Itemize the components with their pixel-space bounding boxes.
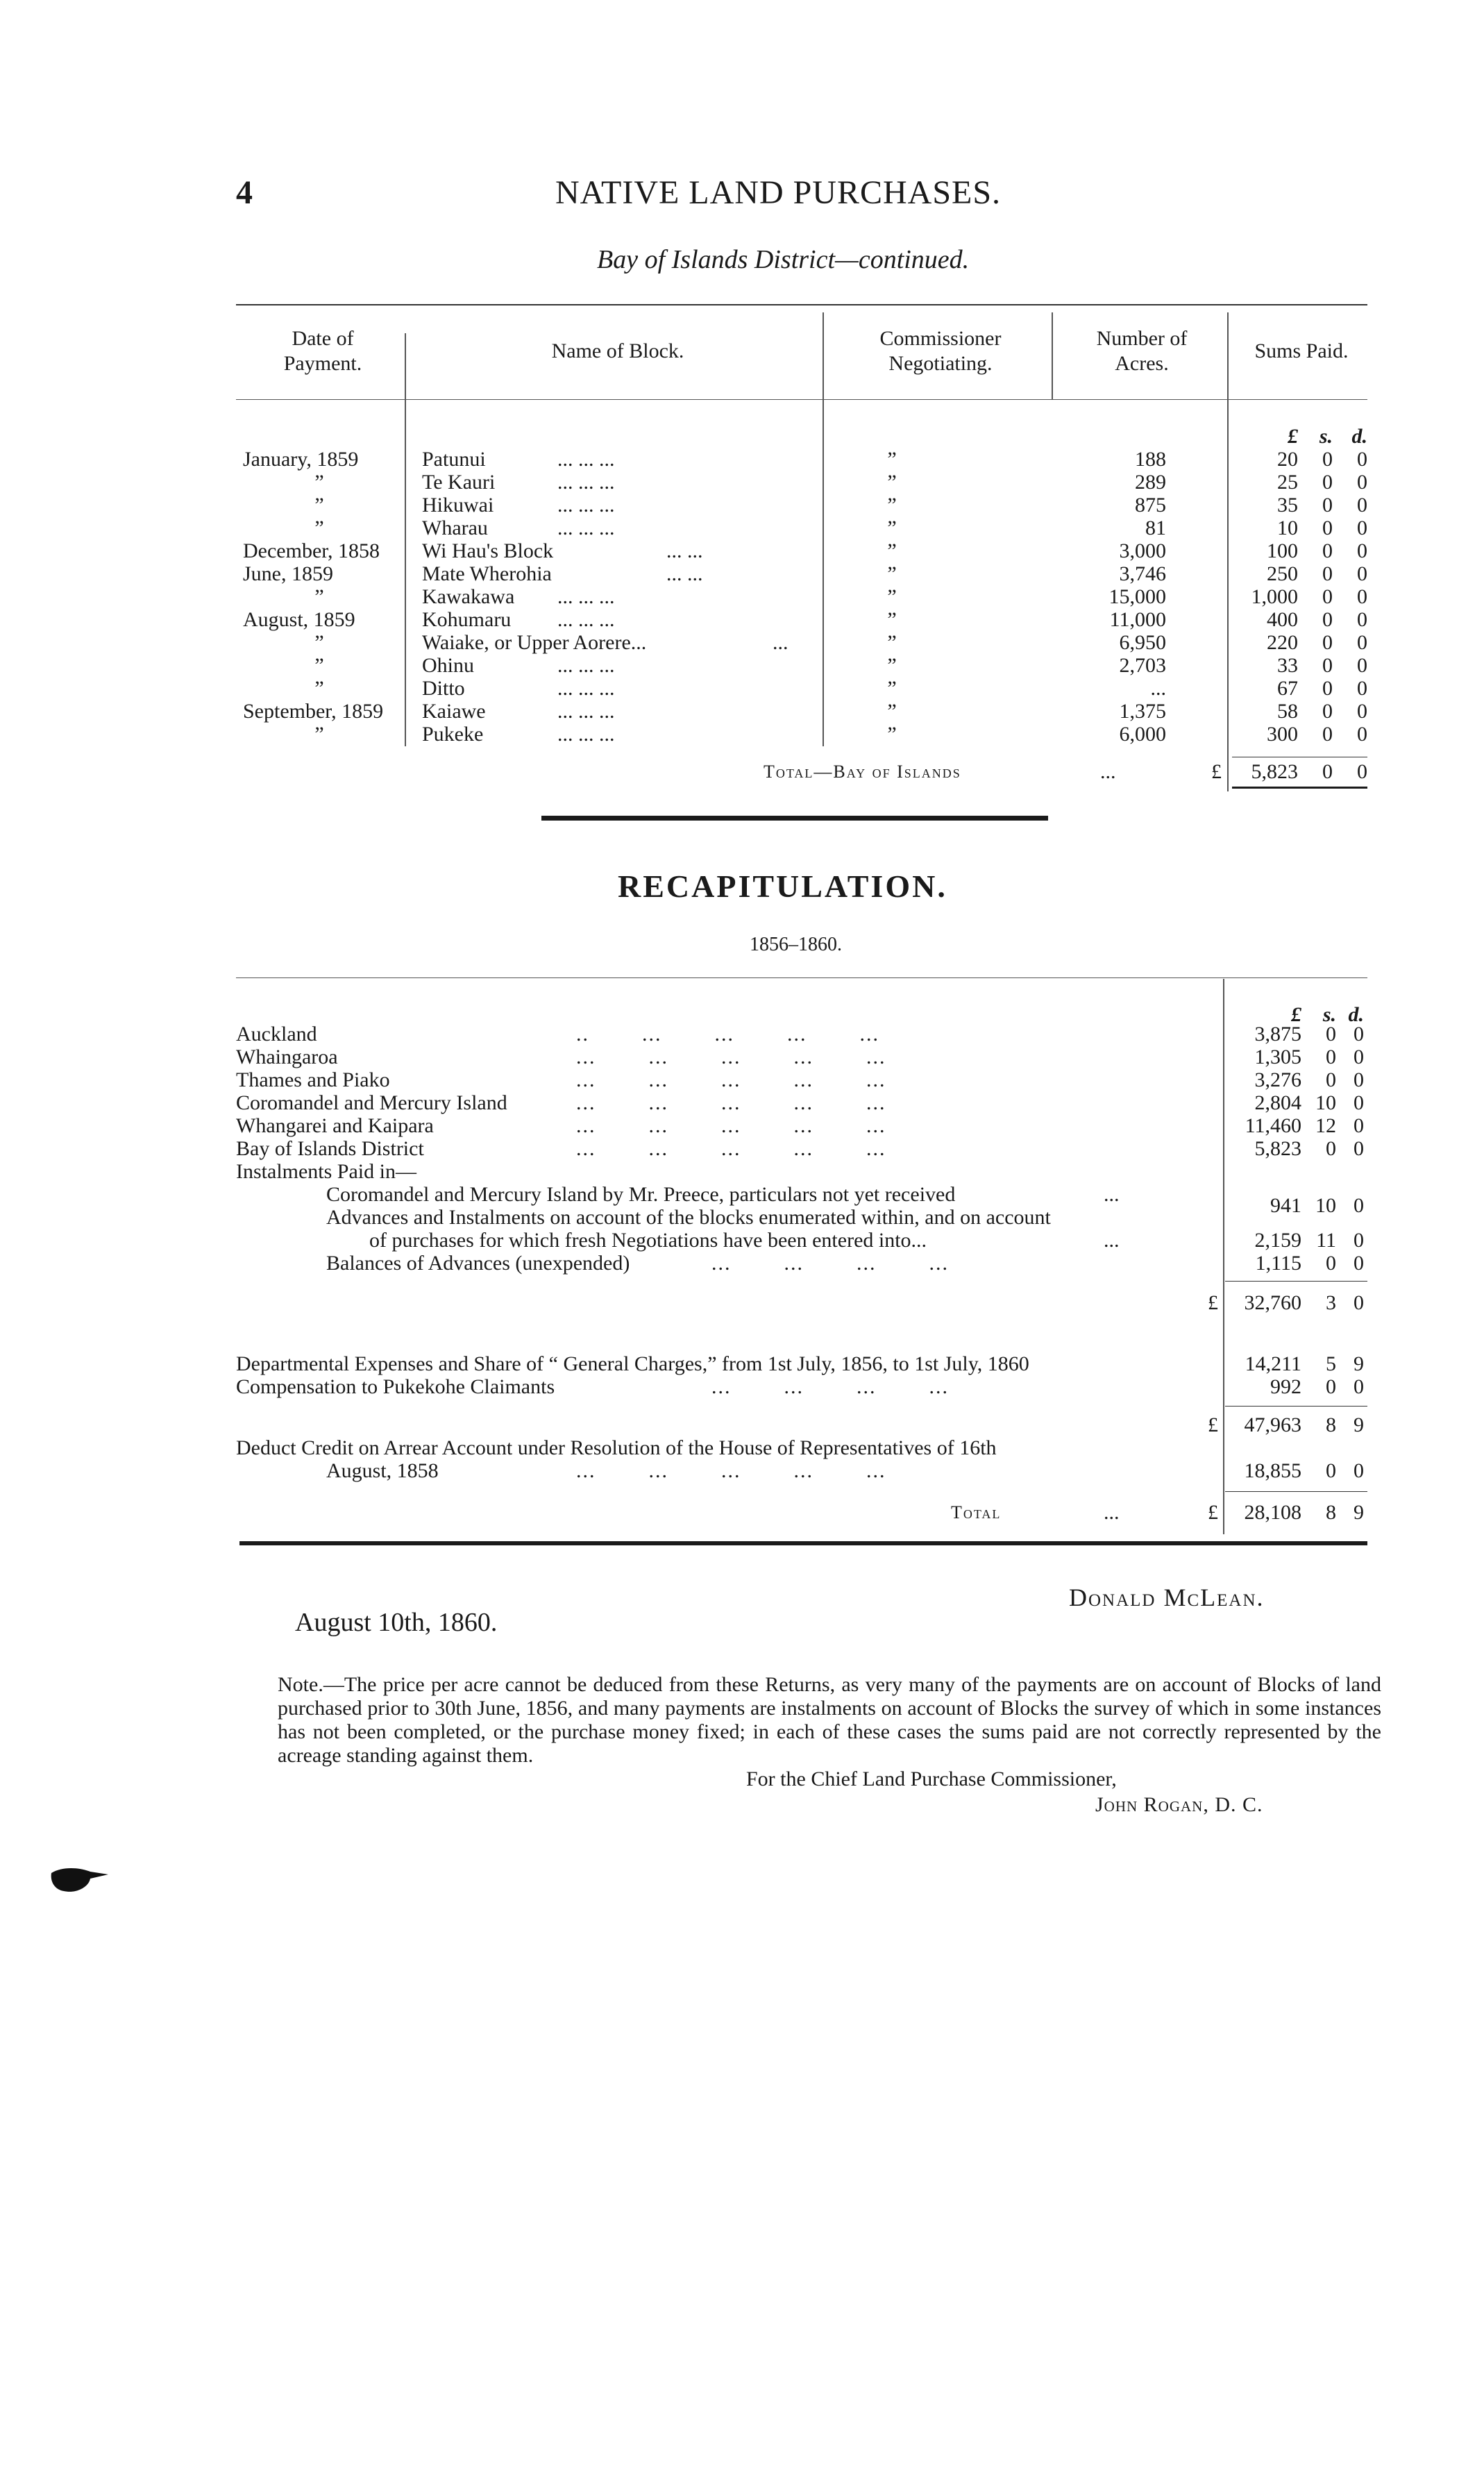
subtotal1-shillings: 3 xyxy=(1326,1291,1336,1314)
header-date xyxy=(250,326,396,376)
row-acres: 289 xyxy=(1135,471,1166,494)
recap-total-dots: ... xyxy=(1104,1501,1120,1524)
row-dots: ... ... ... xyxy=(557,494,615,517)
row-date: ” xyxy=(314,723,324,746)
row-commissioner: ” xyxy=(887,723,897,746)
header-acres xyxy=(1059,326,1225,376)
section-divider xyxy=(541,816,1048,821)
header-date-line2: Payment. xyxy=(283,352,362,375)
instalment-dots: ... xyxy=(1104,1229,1120,1252)
instalment-shillings: 11 xyxy=(1316,1229,1336,1252)
recap-years: 1856–1860. xyxy=(750,934,842,955)
row-dots: ... xyxy=(773,631,789,654)
row-dots: ... ... ... xyxy=(557,471,615,494)
row-commissioner: ” xyxy=(887,471,897,494)
header-commissioner xyxy=(833,326,1048,376)
row-date: January, 1859 xyxy=(243,448,359,471)
row-shillings: 0 xyxy=(1322,677,1333,700)
recap-pence: 0 xyxy=(1354,1091,1364,1114)
instalment-pounds: 941 xyxy=(1270,1194,1301,1217)
compensation-pounds: 992 xyxy=(1270,1375,1301,1398)
page-number: 4 xyxy=(236,174,253,211)
instalment-row xyxy=(0,1183,1484,1217)
header-acres-line1: Number of xyxy=(1096,327,1188,350)
page-title: NATIVE LAND PURCHASES. xyxy=(555,174,1002,211)
recap-pence: 0 xyxy=(1354,1137,1364,1160)
row-acres: 6,000 xyxy=(1119,723,1166,746)
recap-label: Thames and Piako xyxy=(236,1068,390,1091)
instalment-pence: 0 xyxy=(1354,1194,1364,1217)
row-commissioner: ” xyxy=(887,448,897,471)
row-name xyxy=(422,539,811,562)
row-pence: 0 xyxy=(1357,517,1367,539)
row-date: September, 1859 xyxy=(243,700,384,723)
recap-bottom-rule xyxy=(239,1541,1367,1545)
row-shillings: 0 xyxy=(1322,494,1333,517)
row-pence: 0 xyxy=(1357,654,1367,677)
table-row xyxy=(0,723,1484,746)
row-commissioner: ” xyxy=(887,608,897,631)
table-row xyxy=(0,631,1484,654)
row-date: June, 1859 xyxy=(243,562,333,585)
row-acres: 875 xyxy=(1135,494,1166,517)
row-shillings: 0 xyxy=(1322,517,1333,539)
instalment-row xyxy=(0,1252,1484,1275)
instalment-text: of purchases for which fresh Negotiations have been entered into... xyxy=(369,1229,927,1252)
instalment-pounds: 2,159 xyxy=(1254,1229,1301,1252)
row-pence: 0 xyxy=(1357,585,1367,608)
table-row xyxy=(0,677,1484,700)
instalment-text: Advances and Instalments on account of the blocks enumerated within, and on account xyxy=(326,1206,1051,1229)
row-shillings: 0 xyxy=(1322,654,1333,677)
pound-header: £ xyxy=(1288,425,1298,448)
subtotal1-pounds: 32,760 xyxy=(1244,1291,1301,1314)
subtotal2-shillings: 8 xyxy=(1326,1413,1336,1436)
instalment-dots: ... ... ... ... xyxy=(711,1252,949,1275)
row-name xyxy=(422,723,811,746)
recap-top-rule xyxy=(236,977,1367,978)
row-name-text: Wharau xyxy=(422,517,488,539)
row-name xyxy=(422,677,811,700)
row-shillings: 0 xyxy=(1322,448,1333,471)
row-dots: ... ... ... xyxy=(557,608,615,631)
recap-total-shillings: 8 xyxy=(1326,1501,1336,1524)
row-shillings: 0 xyxy=(1322,471,1333,494)
row-commissioner: ” xyxy=(887,677,897,700)
row-name-text: Wi Hau's Block xyxy=(422,539,554,562)
row-commissioner: ” xyxy=(887,700,897,723)
compensation-shillings: 0 xyxy=(1326,1375,1336,1398)
deduct-row xyxy=(0,1459,1484,1482)
recap-pence: 0 xyxy=(1354,1068,1364,1091)
total-rule xyxy=(1225,1491,1367,1492)
recap-row xyxy=(0,1023,1484,1046)
table-row xyxy=(0,562,1484,585)
expenses-pounds: 14,211 xyxy=(1245,1352,1301,1375)
row-shillings: 0 xyxy=(1322,723,1333,746)
row-pounds: 35 xyxy=(1277,494,1298,517)
total-shillings: 0 xyxy=(1322,760,1333,783)
recap-pounds: 5,823 xyxy=(1254,1137,1301,1160)
instalments-label: Instalments Paid in— xyxy=(236,1160,416,1183)
recap-row xyxy=(0,1046,1484,1068)
row-name-text: Ditto xyxy=(422,677,465,700)
subtotal2-row xyxy=(0,1413,1484,1436)
header-commissioner-line2: Negotiating. xyxy=(888,352,993,375)
row-pence: 0 xyxy=(1357,677,1367,700)
subtotal2-rule xyxy=(1225,1406,1367,1407)
recap-total-pence: 9 xyxy=(1354,1501,1364,1524)
table-row xyxy=(0,448,1484,471)
row-pounds: 100 xyxy=(1267,539,1298,562)
recap-pounds: 3,875 xyxy=(1254,1023,1301,1046)
row-dots: ... ... xyxy=(666,562,703,585)
table-row xyxy=(0,494,1484,517)
row-name-text: Kaiawe xyxy=(422,700,486,723)
row-dots: ... ... ... xyxy=(557,654,615,677)
compensation-pence: 0 xyxy=(1354,1375,1364,1398)
recap-dots: ... ... ... ... ... xyxy=(576,1114,886,1137)
signature-mclean: Donald McLean. xyxy=(1069,1584,1265,1611)
row-name xyxy=(422,700,811,723)
pence-header: d. xyxy=(1348,1003,1364,1026)
instalment-pence: 0 xyxy=(1354,1229,1364,1252)
recap-total-row xyxy=(0,1501,1484,1524)
col-divider xyxy=(1052,312,1053,399)
row-date: ” xyxy=(314,654,324,677)
row-acres: 11,000 xyxy=(1109,608,1166,631)
expenses-row xyxy=(0,1352,1484,1375)
row-shillings: 0 xyxy=(1322,631,1333,654)
expenses-text: Departmental Expenses and Share of “ General Charges,” from 1st July, 1856, to 1st July, 1860 xyxy=(236,1352,1029,1375)
section-subtitle: Bay of Islands District—continued. xyxy=(597,245,970,274)
row-name xyxy=(422,448,811,471)
deduct-row xyxy=(0,1436,1484,1459)
recap-pence: 0 xyxy=(1354,1046,1364,1068)
deduct-pence: 0 xyxy=(1354,1459,1364,1482)
row-name-text: Te Kauri xyxy=(422,471,496,494)
row-name-text: Kawakawa xyxy=(422,585,515,608)
instalment-pounds: 1,115 xyxy=(1255,1252,1301,1275)
table-row xyxy=(0,585,1484,608)
recap-pence: 0 xyxy=(1354,1023,1364,1046)
instalment-text: Coromandel and Mercury Island by Mr. Preece, particulars not yet received xyxy=(326,1183,956,1206)
row-dots: ... ... xyxy=(666,539,703,562)
footnote: Note.—The price per acre cannot be deduced from these Returns, as very many of the payments are on account of Blocks of land purchased prior to 30th June, 1856, and many payments are instalments on account of Blocks the survey of which in some instances has not been completed, or the purchase money fixed; in each of these cases the sums paid are not correctly represented by the acreage standing against them. xyxy=(278,1673,1381,1767)
row-acres: 81 xyxy=(1145,517,1166,539)
table-row xyxy=(0,700,1484,723)
row-pence: 0 xyxy=(1357,539,1367,562)
row-acres: 2,703 xyxy=(1119,654,1166,677)
row-pounds: 220 xyxy=(1267,631,1298,654)
row-pence: 0 xyxy=(1357,562,1367,585)
instalment-dots: ... xyxy=(1104,1183,1120,1206)
row-commissioner: ” xyxy=(887,654,897,677)
recap-row xyxy=(0,1137,1484,1160)
deduct-shillings: 0 xyxy=(1326,1459,1336,1482)
instalment-row xyxy=(0,1206,1484,1229)
instalment-text: Balances of Advances (unexpended) xyxy=(326,1252,630,1275)
recap-pounds: 1,305 xyxy=(1254,1046,1301,1068)
pence-header: d. xyxy=(1351,425,1367,448)
row-commissioner: ” xyxy=(887,517,897,539)
recap-shillings: 0 xyxy=(1326,1068,1336,1091)
instalment-shillings: 10 xyxy=(1315,1194,1336,1217)
table-row xyxy=(0,608,1484,631)
deduct-text-line2: August, 1858 xyxy=(326,1459,439,1482)
row-date: ” xyxy=(314,677,324,700)
header-sums: Sums Paid. xyxy=(1254,339,1349,362)
row-shillings: 0 xyxy=(1322,585,1333,608)
recap-total-label: Total xyxy=(951,1502,1002,1522)
row-name xyxy=(422,654,811,677)
row-dots: ... ... ... xyxy=(557,448,615,471)
row-dots: ... ... ... xyxy=(557,585,615,608)
expenses-shillings: 5 xyxy=(1326,1352,1336,1375)
recap-pounds: 3,276 xyxy=(1254,1068,1301,1091)
row-pounds: 33 xyxy=(1277,654,1298,677)
instalment-row xyxy=(0,1229,1484,1252)
row-dots: ... ... ... xyxy=(557,723,615,746)
row-commissioner: ” xyxy=(887,585,897,608)
header-commissioner-line1: Commissioner xyxy=(879,327,1002,350)
row-shillings: 0 xyxy=(1322,539,1333,562)
row-name xyxy=(422,494,811,517)
recap-label: Auckland xyxy=(236,1023,317,1046)
row-acres: 3,746 xyxy=(1119,562,1166,585)
row-date: ” xyxy=(314,471,324,494)
row-pounds: 300 xyxy=(1267,723,1298,746)
row-acres: 3,000 xyxy=(1119,539,1166,562)
header-date-line1: Date of xyxy=(292,327,354,350)
row-pounds: 67 xyxy=(1277,677,1298,700)
table-row xyxy=(0,654,1484,677)
shilling-header: s. xyxy=(1322,1003,1336,1026)
row-date: ” xyxy=(314,517,324,539)
row-pence: 0 xyxy=(1357,448,1367,471)
recap-title: RECAPITULATION. xyxy=(618,868,947,904)
row-pounds: 20 xyxy=(1277,448,1298,471)
header-acres-line2: Acres. xyxy=(1115,352,1169,375)
row-acres: ... xyxy=(1150,677,1166,700)
row-pence: 0 xyxy=(1357,723,1367,746)
currency-header-row xyxy=(0,425,1484,448)
row-acres: 1,375 xyxy=(1119,700,1166,723)
row-pence: 0 xyxy=(1357,471,1367,494)
row-name-text: Patunui xyxy=(422,448,486,471)
recap-shillings: 0 xyxy=(1326,1137,1336,1160)
table-row xyxy=(0,539,1484,562)
row-name xyxy=(422,562,811,585)
subtotal2-pounds: 47,963 xyxy=(1244,1413,1301,1436)
row-pounds: 400 xyxy=(1267,608,1298,631)
recap-dots: ... ... ... ... ... xyxy=(576,1091,886,1114)
row-pence: 0 xyxy=(1357,608,1367,631)
instalment-shillings: 0 xyxy=(1326,1252,1336,1275)
row-pounds: 250 xyxy=(1267,562,1298,585)
row-dots: ... ... ... xyxy=(557,517,615,539)
subtotal1-pound-sign: £ xyxy=(1208,1291,1218,1314)
row-date: ” xyxy=(314,631,324,654)
recap-row xyxy=(0,1091,1484,1114)
table-row xyxy=(0,517,1484,539)
deduct-pounds: 18,855 xyxy=(1244,1459,1301,1482)
table-top-rule xyxy=(236,304,1367,305)
recap-shillings: 10 xyxy=(1315,1091,1336,1114)
row-name-text: Pukeke xyxy=(422,723,484,746)
row-pounds: 25 xyxy=(1277,471,1298,494)
recap-pence: 0 xyxy=(1354,1114,1364,1137)
subtotal1-pence: 0 xyxy=(1354,1291,1364,1314)
row-name-text: Waiake, or Upper Aorere... xyxy=(422,631,647,654)
row-pounds: 10 xyxy=(1277,517,1298,539)
recap-label: Whangarei and Kaipara xyxy=(236,1114,434,1137)
recap-shillings: 0 xyxy=(1326,1023,1336,1046)
pointing-hand-icon xyxy=(49,1861,111,1902)
row-commissioner: ” xyxy=(887,631,897,654)
total-label: Total—Bay of Islands xyxy=(764,762,961,782)
shilling-header: s. xyxy=(1319,425,1333,448)
compensation-text: Compensation to Pukekohe Claimants xyxy=(236,1375,555,1398)
row-pence: 0 xyxy=(1357,700,1367,723)
table-row xyxy=(0,471,1484,494)
recap-row xyxy=(0,1068,1484,1091)
row-pence: 0 xyxy=(1357,494,1367,517)
pound-header: £ xyxy=(1291,1003,1301,1026)
subtotal1-row xyxy=(0,1291,1484,1314)
row-commissioner: ” xyxy=(887,562,897,585)
recap-label: Whaingaroa xyxy=(236,1046,338,1068)
row-name-text: Kohumaru xyxy=(422,608,512,631)
total-pence: 0 xyxy=(1357,760,1367,783)
recap-shillings: 0 xyxy=(1326,1046,1336,1068)
row-commissioner: ” xyxy=(887,494,897,517)
row-date: ” xyxy=(314,585,324,608)
row-name xyxy=(422,517,811,539)
recap-total-pound-sign: £ xyxy=(1208,1501,1218,1524)
compensation-dots: ... ... ... ... xyxy=(711,1375,949,1398)
recap-pounds: 2,804 xyxy=(1254,1091,1301,1114)
row-acres: 6,950 xyxy=(1119,631,1166,654)
total-pounds: 5,823 xyxy=(1251,760,1298,783)
recap-dots: .. ... ... ... ... xyxy=(576,1023,879,1046)
deduct-text-line1: Deduct Credit on Arrear Account under Resolution of the House of Representatives of 16th xyxy=(236,1436,997,1459)
table-total-row xyxy=(0,760,1484,783)
row-name xyxy=(422,608,811,631)
for-commissioner-line: For the Chief Land Purchase Commissioner, xyxy=(746,1768,1117,1790)
instalment-pence: 0 xyxy=(1354,1252,1364,1275)
row-date: ” xyxy=(314,494,324,517)
recap-shillings: 12 xyxy=(1315,1114,1336,1137)
total-pound-sign: £ xyxy=(1211,760,1222,783)
row-name-text: Ohinu xyxy=(422,654,474,677)
row-acres: 188 xyxy=(1135,448,1166,471)
recap-label: Coromandel and Mercury Island xyxy=(236,1091,507,1114)
row-shillings: 0 xyxy=(1322,562,1333,585)
total-dots: ... xyxy=(1100,760,1116,783)
row-pence: 0 xyxy=(1357,631,1367,654)
row-pounds: 1,000 xyxy=(1251,585,1298,608)
compensation-row xyxy=(0,1375,1484,1398)
deduct-dots: ... ... ... ... ... xyxy=(576,1459,886,1482)
total-rule-bottom xyxy=(1232,787,1367,789)
subtotal2-pence: 9 xyxy=(1354,1413,1364,1436)
row-acres: 15,000 xyxy=(1108,585,1166,608)
recap-total-pounds: 28,108 xyxy=(1244,1501,1301,1524)
recap-row xyxy=(0,1114,1484,1137)
row-dots: ... ... ... xyxy=(557,700,615,723)
row-name xyxy=(422,585,811,608)
header-name: Name of Block. xyxy=(551,339,684,362)
row-shillings: 0 xyxy=(1322,700,1333,723)
row-name xyxy=(422,471,811,494)
expenses-pence: 9 xyxy=(1354,1352,1364,1375)
signer-rogan: John Rogan, D. C. xyxy=(1095,1793,1263,1816)
recap-pounds: 11,460 xyxy=(1245,1114,1301,1137)
row-date: December, 1858 xyxy=(243,539,380,562)
row-name-text: Hikuwai xyxy=(422,494,494,517)
row-name xyxy=(422,631,811,654)
row-pounds: 58 xyxy=(1277,700,1298,723)
row-date: August, 1859 xyxy=(243,608,355,631)
date-line: August 10th, 1860. xyxy=(295,1608,498,1637)
subtotal1-rule xyxy=(1225,1281,1367,1282)
recap-dots: ... ... ... ... ... xyxy=(576,1046,886,1068)
row-name-text: Mate Wherohia xyxy=(422,562,552,585)
row-shillings: 0 xyxy=(1322,608,1333,631)
recap-label: Bay of Islands District xyxy=(236,1137,424,1160)
subtotal2-pound-sign: £ xyxy=(1208,1413,1218,1436)
recap-dots: ... ... ... ... ... xyxy=(576,1068,886,1091)
recap-instalments-heading xyxy=(0,1160,1484,1183)
row-commissioner: ” xyxy=(887,539,897,562)
recap-dots: ... ... ... ... ... xyxy=(576,1137,886,1160)
row-dots: ... ... ... xyxy=(557,677,615,700)
